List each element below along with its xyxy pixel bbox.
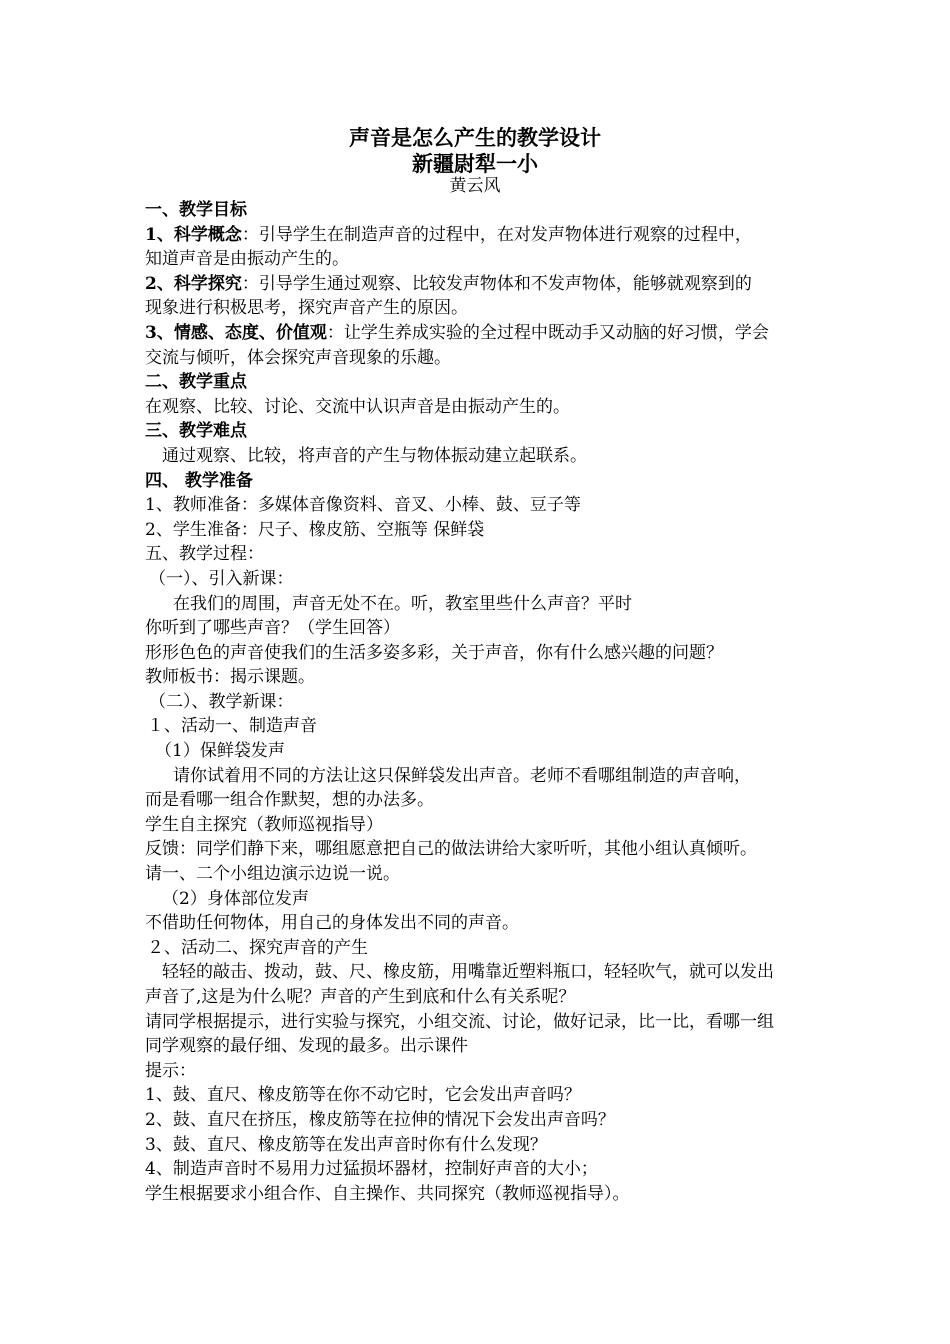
section-heading-preparation: 四、 教学准备 bbox=[145, 470, 253, 491]
activity-two-line: 声音了,这是为什么呢？声音的产生到底和什么有关系呢？ bbox=[145, 987, 576, 1007]
activity-two-heading: ２、活动二、探究声音的产生 bbox=[147, 937, 368, 958]
hint-item: 1、鼓、直尺、橡皮筋等在你不动它时，它会发出声音吗？ bbox=[145, 1085, 581, 1106]
hints-heading: 提示： bbox=[145, 1060, 196, 1081]
bag-sound-heading: （1）保鲜袋发声 bbox=[155, 741, 285, 762]
objective-values-label: 3、情感、态度、价值观 bbox=[145, 322, 327, 343]
body-sound-text: 不借助任何物体，用自己的身体发出不同的声音。 bbox=[145, 913, 519, 934]
objective-inquiry-text: ：引导学生通过观察、比较发声物体和不发声物体，能够就观察到的 bbox=[241, 273, 752, 294]
intro-line: 形形色色的声音使我们的生活多姿多彩，关于声音，你有什么感兴趣的问题？ bbox=[145, 642, 723, 663]
activity-two-line: 轻轻的敲击、拨动，鼓、尺、橡皮筋，用嘴靠近塑料瓶口，轻轻吹气，就可以发出 bbox=[162, 962, 774, 983]
bag-line: 而是看哪一组合作默契，想的办法多。 bbox=[145, 790, 434, 811]
bag-line: 学生自主探究（教师巡视指导） bbox=[145, 814, 383, 835]
body-sound-heading: （2）身体部位发声 bbox=[162, 888, 309, 909]
objective-inquiry-cont: 现象进行积极思考，探究声音产生的原因。 bbox=[145, 298, 468, 319]
document-title: 声音是怎么产生的教学设计 bbox=[349, 125, 601, 150]
section-heading-process: 五、教学过程： bbox=[145, 544, 264, 565]
objective-concept-cont: 知道声音是由振动产生的。 bbox=[145, 249, 349, 270]
closing-line: 学生根据要求小组合作、自主操作、共同探究（教师巡视指导）。 bbox=[145, 1183, 630, 1204]
activity-one-heading: １、活动一、制造声音 bbox=[147, 716, 317, 737]
bag-line: 反馈：同学们静下来，哪组愿意把自己的做法讲给大家听听，其他小组认真倾听。 bbox=[145, 839, 757, 860]
section-heading-objectives: 一、教学目标 bbox=[145, 200, 247, 220]
intro-line: 你听到了哪些声音？（学生回答） bbox=[145, 618, 400, 639]
objective-inquiry-label: 2、科学探究 bbox=[145, 273, 242, 294]
section-heading-focus: 二、教学重点 bbox=[145, 372, 247, 393]
hint-item: 3、鼓、直尺、橡皮筋等在发出声音时你有什么发现？ bbox=[145, 1134, 547, 1155]
objective-values-text: ：让学生养成实验的全过程中既动手又动脑的好习惯，学会 bbox=[326, 322, 769, 343]
new-lesson-heading: （二）、教学新课： bbox=[149, 691, 294, 712]
objective-values-cont: 交流与倾听，体会探究声音现象的乐趣。 bbox=[145, 347, 451, 368]
bag-line: 请你试着用不同的方法让这只保鲜袋发出声音。老师不看哪组制造的声音响， bbox=[173, 765, 751, 786]
objective-concept bbox=[145, 223, 825, 248]
focus-text: 在观察、比较、讨论、交流中认识声音是由振动产生的。 bbox=[145, 396, 570, 417]
school-name: 新疆尉犁一小 bbox=[412, 151, 538, 176]
objective-concept-label: 1、科学概念 bbox=[145, 224, 242, 245]
objective-concept-text: ：引导学生在制造声音的过程中，在对发声物体进行观察的过程中， bbox=[241, 224, 752, 245]
hint-item: 2、鼓、直尺在挤压，橡皮筋等在拉伸的情况下会发出声音吗？ bbox=[145, 1109, 615, 1130]
intro-heading: （一）、引入新课： bbox=[149, 568, 294, 589]
section-heading-difficulty: 三、教学难点 bbox=[145, 421, 247, 442]
difficulty-text: 通过观察、比较，将声音的产生与物体振动建立起联系。 bbox=[162, 445, 587, 466]
objective-values bbox=[145, 321, 825, 346]
intro-line: 在我们的周围，声音无处不在。听，教室里些什么声音？平时 bbox=[173, 593, 632, 614]
author-name: 黄云风 bbox=[449, 176, 501, 196]
activity-two-line: 同学观察的最仔细、发现的最多。出示课件 bbox=[145, 1036, 468, 1057]
document-body bbox=[145, 198, 825, 1206]
objective-inquiry bbox=[145, 272, 825, 297]
hint-item: 4、制造声音时不易用力过猛损坏器材，控制好声音的大小； bbox=[145, 1159, 598, 1180]
activity-two-line: 请同学根据提示，进行实验与探究，小组交流、讨论，做好记录，比一比，看哪一组 bbox=[145, 1011, 774, 1032]
bag-line: 请一、二个小组边演示边说一说。 bbox=[145, 864, 400, 885]
intro-line: 教师板书：揭示课题。 bbox=[145, 667, 315, 688]
preparation-teacher: 1、教师准备：多媒体音像资料、音叉、小棒、鼓、豆子等 bbox=[145, 495, 581, 516]
preparation-student: 2、学生准备：尺子、橡皮筋、空瓶等 保鲜袋 bbox=[145, 519, 485, 540]
